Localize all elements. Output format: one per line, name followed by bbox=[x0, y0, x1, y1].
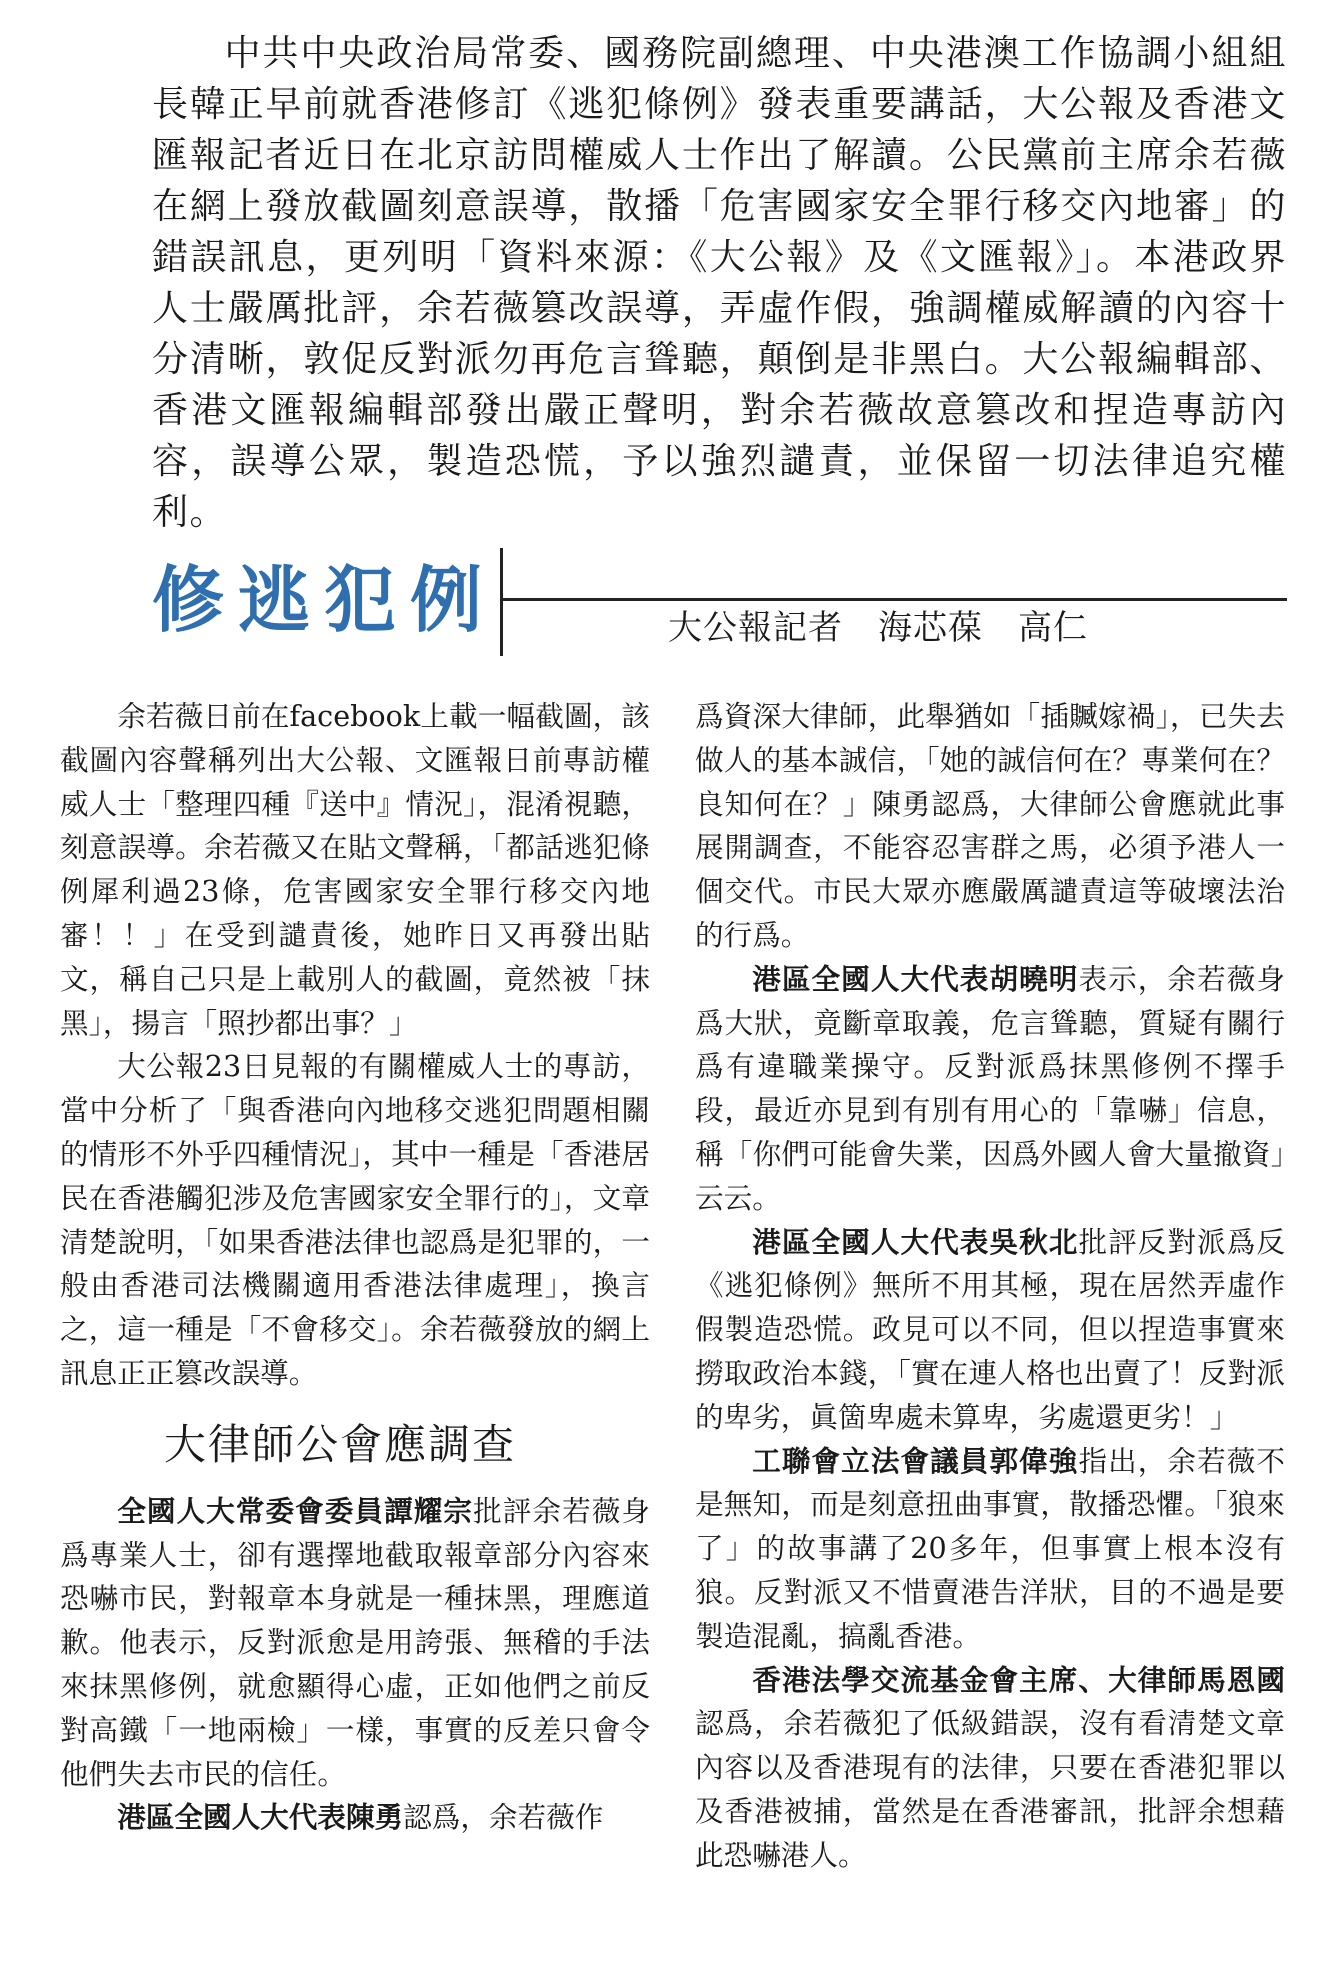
paragraph-text: 認爲，余若薇作 bbox=[403, 1800, 604, 1835]
headline-divider-vertical bbox=[500, 548, 503, 656]
speaker-name: 港區全國人大代表陳勇 bbox=[117, 1800, 404, 1835]
speaker-name: 工聯會立法會議員郭偉強 bbox=[752, 1443, 1079, 1478]
article-paragraph bbox=[695, 1440, 1285, 1659]
article-paragraph: 爲資深大律師，此舉猶如「插贓嫁禍」，已失去做人的基本誠信，「她的誠信何在？專業何在？良知何在？」陳勇認爲，大律師公會應就此事展開調查，不能容忍害群之馬，必須予港人一個交代。市民大眾亦應嚴厲譴責這等破壞法治的行爲。 bbox=[695, 699, 1285, 952]
paragraph-text: 指出，余若薇不是無知，而是刻意扭曲事實，散播恐懼。「狼來了」的故事講了20多年，但事實上根本沒有狼。反對派又不惜賣港告洋狀，目的不過是要製造混亂，搞亂香港。 bbox=[695, 1443, 1285, 1653]
paragraph-text: 批評余若薇身爲專業人士，卻有選擇地截取報章部分內容來恐嚇市民，對報章本身就是一種抹黑，理應道歉。他表示，反對派愈是用誇張、無稽的手法來抹黑修例，就愈顯得心虛，正如他們之前反對高鐵「一地兩檢」一樣，事實的反差只會令他們失去市民的信任。 bbox=[60, 1493, 650, 1791]
article-paragraph bbox=[695, 958, 1285, 1221]
lead-paragraph bbox=[152, 28, 1287, 538]
paragraph-text: 批評反對派爲反《逃犯條例》無所不用其極，現在居然弄虛作假製造恐慌。政見可以不同，但以捏造事實來撈取政治本錢，「實在連人格也出賣了！反對派的卑劣，眞箇卑處未算卑，劣處還更劣！」 bbox=[695, 1224, 1285, 1434]
article-paragraph bbox=[695, 1659, 1285, 1878]
lead-text: 中共中央政治局常委、國務院副總理、中央港澳工作協調小組組長韓正早前就香港修訂《逃犯條例》發表重要講話，大公報及香港文匯報記者近日在北京訪問權威人士作出了解讀。公民黨前主席余若薇在網上發放截圖刻意誤導，散播「危害國家安全罪行移交內地審」的錯誤訊息，更列明「資料來源：《大公報》及《文匯報》」。本港政界人士嚴厲批評，余若薇篡改誤導，弄虛作假，強調權威解讀的內容十分清晰，敦促反對派勿再危言聳聽，顛倒是非黑白。大公報編輯部、香港文匯報編輯部發出嚴正聲明，對余若薇故意篡改和捏造專訪內容，誤導公眾，製造恐慌，予以強烈譴責，並保留一切法律追究權利。 bbox=[152, 33, 1287, 533]
article-column-left bbox=[60, 695, 650, 1945]
article-paragraph bbox=[60, 1490, 650, 1797]
article-paragraph: 大公報23日見報的有關權威人士的專訪，當中分析了「與香港向內地移交逃犯問題相關的情形不外乎四種情況」，其中一種是「香港居民在香港觸犯涉及危害國家安全罪行的」，文章清楚說明，「如果香港法律也認爲是犯罪的，一般由香港司法機關適用香港法律處理」，換言之，這一種是「不會移交」。余若薇發放的網上訊息正正篡改誤導。 bbox=[60, 1049, 650, 1390]
speaker-name: 港區全國人大代表吳秋北 bbox=[752, 1224, 1079, 1259]
paragraph-text: 表示，余若薇身爲大狀，竟斷章取義，危言聳聽，質疑有關行爲有違職業操守。反對派爲抹黑修例不擇手段，最近亦見到有別有用心的「靠嚇」信息，稱「你們可能會失業，因爲外國人會大量撤資」云云。 bbox=[695, 961, 1285, 1215]
speaker-name: 全國人大常委會委員譚耀宗 bbox=[117, 1493, 474, 1528]
article-paragraph bbox=[60, 1796, 650, 1840]
article-paragraph bbox=[695, 1221, 1285, 1440]
speaker-name: 港區全國人大代表胡曉明 bbox=[752, 961, 1079, 996]
headline: 修逃犯例 bbox=[152, 557, 497, 642]
article-paragraph: 余若薇日前在facebook上載一幅截圖，該截圖內容聲稱列出大公報、文匯報日前專訪權威人士「整理四種『送中』情況」，混淆視聽，刻意誤導。余若薇又在貼文聲稱，「都話逃犯條例犀利過23條，危害國家安全罪行移交內地審！！」在受到譴責後，她昨日又再發出貼文，稱自己只是上載別人的截圖，竟然被「抹黑」，揚言「照抄都出事？」 bbox=[60, 699, 650, 1040]
subheading: 大律師公會應調查 bbox=[164, 1419, 517, 1469]
speaker-name: 香港法學交流基金會主席、大律師馬恩國 bbox=[752, 1662, 1285, 1697]
article-column-right bbox=[695, 695, 1285, 1945]
paragraph-text: 認爲，余若薇犯了低級錯誤，沒有看清楚文章內容以及香港現有的法律，只要在香港犯罪以及香港被捕，當然是在香港審訊，批評余想藉此恐嚇港人。 bbox=[695, 1706, 1285, 1872]
byline: 大公報記者 海芯葆 高仁 bbox=[668, 608, 1088, 648]
